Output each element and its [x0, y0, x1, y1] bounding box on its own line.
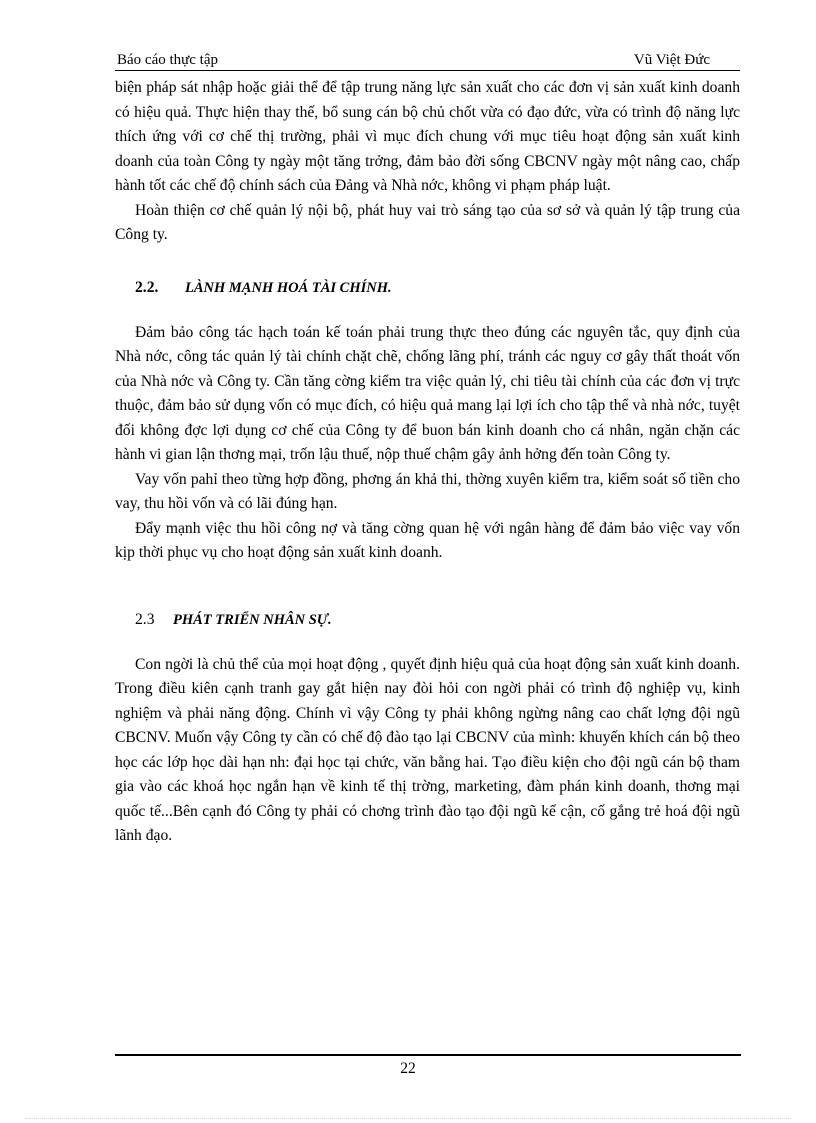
page-edge-divider — [25, 1118, 791, 1119]
section-number: 2.3 — [135, 610, 155, 628]
document-body — [115, 76, 740, 849]
body-paragraph-intro-1: biện pháp sát nhập hoặc giải thể để tập trung năng lực sản xuất cho các đơn vị sản xuất kinh doanh có hiệu quả. Thực hiện thay thế, bổ sung cán bộ chủ chốt vừa có đạo đức, vừa có trình độ năng lực thích ứng với cơ chế thị trường, phải vì mục đích chung với mục tiêu hoạt động sản xuất kinh doanh của toàn Công ty ngày một tăng trởng, đảm bảo đời sống CBCNV ngày một nâng cao, chấp hành tốt các chế độ chính sách của Đảng và Nhà nớc, không vi phạm pháp luật. — [115, 79, 740, 194]
body-paragraph-2-2-3: Đẩy mạnh việc thu hồi công nợ và tăng cờng quan hệ với ngân hàng để đảm bảo việc vay vốn kịp thời phục vụ cho hoạt động sản xuất kinh doanh. — [115, 519, 740, 561]
section-title-text: PHÁT TRIỂN NHÂN SỰ. — [173, 611, 332, 628]
section-number: 2.2. — [135, 278, 159, 296]
section-heading-2-2 — [115, 276, 740, 300]
section-title-text: LÀNH MẠNH HOÁ TÀI CHÍNH. — [185, 279, 392, 296]
footer-divider — [115, 1054, 741, 1056]
page-header — [115, 50, 740, 71]
body-paragraph-2-2-2: Vay vốn pahỉ theo từng hợp đồng, phơng án khả thi, thờng xuyên kiểm tra, kiểm soát số tiền cho vay, thu hồi vốn và có lãi đúng hạn. — [115, 470, 740, 512]
body-paragraph-2-3-1: Con ngời là chủ thể của mọi hoạt động , quyết định hiệu quả của hoạt động sản xuất kinh doanh. Trong điều kiên cạnh tranh gay gắt hiện nay đòi hỏi con ngời phải có trình độ nghiệp vụ, kinh nghiệm và phải năng động. Chính vì vậy Công ty phải không ngừng nâng cao chất lợng đội ngũ CBCNV. Muốn vậy Công ty cần có chế độ đào tạo lại CBCNV của mình: khuyến khích cán bộ theo học các lớp học dài hạn nh: đại học tại chức, văn bằng hai. Tạo điều kiện cho đội ngũ cán bộ tham gia vào các khoá học ngắn hạn về kinh tế thị trờng, marketing, đàm phán kinh doanh, thơng mại quốc tế...Bên cạnh đó Công ty phải có chơng trình đào tạo đội ngũ kế cận, cố gắng trẻ hoá đội ngũ lãnh đạo. — [115, 655, 740, 844]
body-paragraph-2-2-1: Đảm bảo công tác hạch toán kế toán phải trung thực theo đúng các nguyên tắc, quy định của Nhà nớc, công tác quản lý tài chính chặt chẽ, chống lãng phí, tránh các nguy cơ gây thất thoát vốn của Nhà nớc và Công ty. Cần tăng cờng kiểm tra việc quản lý, chi tiêu tài chính của các đơn vị trực thuộc, đảm bảo sử dụng vốn có mục đích, có hiệu quả mang lại lợi ích cho tập thể và nhà nớc, tuyệt đối không đợc lợi dụng cơ chế của Công ty để buon bán kinh doanh cho cá nhân, ngăn chặn các hành vi gian lận thơng mại, trốn lậu thuế, nộp thuế chậm gây ảnh hởng đến toàn Công ty. — [115, 323, 740, 463]
section-heading-2-3 — [115, 608, 740, 632]
page-number: 22 — [400, 1060, 416, 1077]
header-author-name: Vũ Việt Đức — [633, 52, 710, 68]
body-paragraph-intro-2: Hoàn thiện cơ chế quản lý nội bộ, phát huy vai trò sáng tạo của sơ sở và quản lý tập trung của Công ty. — [115, 201, 740, 243]
header-report-title: Báo cáo thực tập — [117, 52, 219, 68]
